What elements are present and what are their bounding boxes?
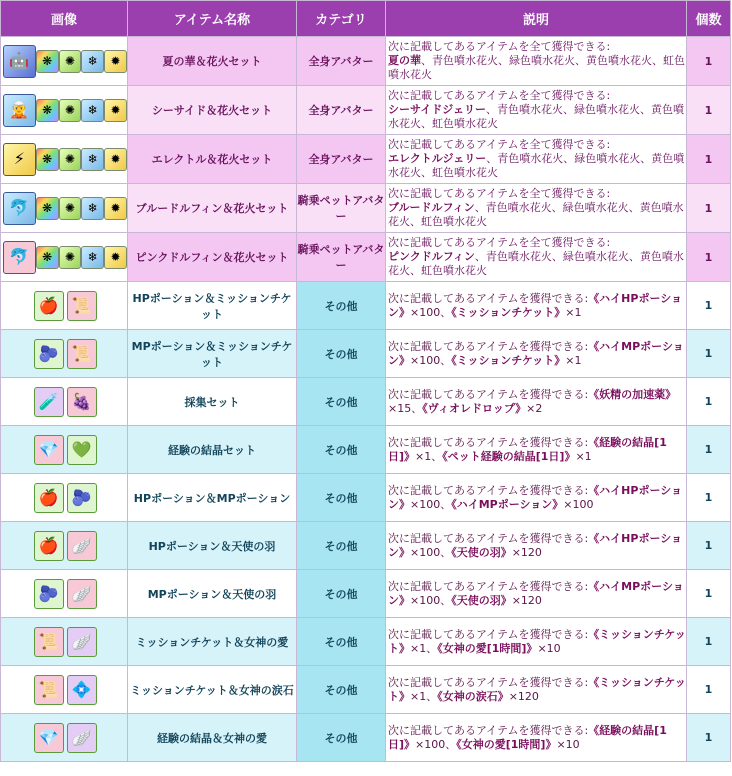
mp-potion-icon: 🫐 xyxy=(67,483,97,513)
blue-fountain-icon: ❄ xyxy=(81,50,104,73)
description-rest: 、青色噴水花火、緑色噴水花火、黄色噴水花火、虹色噴水花火 xyxy=(388,103,685,130)
description-lead: 次に記載してあるアイテムを全て獲得できる: xyxy=(388,187,611,200)
item-description xyxy=(386,184,687,233)
item-image-cell xyxy=(1,378,128,426)
item-category: その他 xyxy=(297,330,386,378)
table-row xyxy=(1,714,731,762)
included-item-name: 《ヴィオレドロップ》 xyxy=(422,401,527,415)
goddess-tear-stone-icon: 💠 xyxy=(67,675,97,705)
item-icon-group xyxy=(1,531,127,561)
item-name: 経験の結晶＆女神の愛 xyxy=(128,714,297,762)
green-fountain-icon: ✺ xyxy=(59,50,82,73)
item-image-cell xyxy=(1,135,128,184)
pink-dolphin-mount-icon: 🐬 xyxy=(3,241,36,274)
mission-ticket-icon: 📜 xyxy=(67,339,97,369)
included-item-quantity: ×100 xyxy=(563,497,594,511)
item-image-cell xyxy=(1,618,128,666)
item-category: 騎乗ペットアバター xyxy=(297,233,386,282)
table-row xyxy=(1,666,731,714)
table-body xyxy=(1,37,731,762)
included-item-quantity: ×100、 xyxy=(410,497,452,511)
item-image-cell xyxy=(1,714,128,762)
description-lead: 次に記載してあるアイテムを獲得できる: xyxy=(388,579,589,593)
included-item-name: 《経験の結晶[1日]》 xyxy=(388,723,667,751)
hp-potion-icon: 🍎 xyxy=(34,531,64,561)
item-category: 全身アバター xyxy=(297,86,386,135)
included-item-name: 《ハイMPポーション》 xyxy=(388,339,684,367)
table-row xyxy=(1,330,731,378)
highlighted-item: ブルードルフィン xyxy=(388,201,475,214)
included-item-quantity: ×120 xyxy=(508,689,539,703)
item-name: エレクトル＆花火セット xyxy=(128,135,297,184)
item-image-cell xyxy=(1,184,128,233)
experience-crystal-icon: 💎 xyxy=(34,723,64,753)
goddess-love-icon: 🪽 xyxy=(67,627,97,657)
included-item-quantity: ×2 xyxy=(526,401,543,415)
included-item-quantity: ×100、 xyxy=(410,305,452,319)
item-icon-group xyxy=(1,483,127,513)
seaside-jelly-avatar-icon: 🧝 xyxy=(3,94,36,127)
item-name: HPポーション＆天使の羽 xyxy=(128,522,297,570)
angel-wing-icon: 🪽 xyxy=(67,531,97,561)
included-item-name: 《妖精の加速薬》 xyxy=(588,387,677,401)
item-description xyxy=(386,474,687,522)
included-item-name: 《ミッションチケット》 xyxy=(388,627,686,655)
description-lead: 次に記載してあるアイテムを獲得できる: xyxy=(388,387,589,401)
item-icon-group xyxy=(1,192,127,225)
rainbow-fountain-icon: ❋ xyxy=(36,148,59,171)
item-name: 経験の結晶セット xyxy=(128,426,297,474)
item-icon-group xyxy=(1,143,127,176)
item-description xyxy=(386,282,687,330)
included-item-quantity: ×1、 xyxy=(410,641,438,655)
table-row xyxy=(1,282,731,330)
item-description xyxy=(386,233,687,282)
yellow-fountain-icon: ✹ xyxy=(104,246,127,269)
included-item-quantity: ×100、 xyxy=(410,593,452,607)
pet-experience-crystal-icon: 💚 xyxy=(67,435,97,465)
rainbow-fountain-icon: ❋ xyxy=(36,197,59,220)
item-description xyxy=(386,522,687,570)
included-item-quantity: ×1、 xyxy=(415,449,443,463)
table-row xyxy=(1,618,731,666)
item-icon-group xyxy=(1,579,127,609)
blue-fountain-icon: ❄ xyxy=(81,148,104,171)
included-item-name: 《経験の結晶[1日]》 xyxy=(388,435,667,463)
table-row xyxy=(1,184,731,233)
green-fountain-icon: ✺ xyxy=(59,148,82,171)
item-quantity: 1 xyxy=(687,378,731,426)
experience-crystal-icon: 💎 xyxy=(34,435,64,465)
item-category: その他 xyxy=(297,282,386,330)
description-lead: 次に記載してあるアイテムを全て獲得できる: xyxy=(388,89,611,102)
item-category: その他 xyxy=(297,666,386,714)
item-quantity: 1 xyxy=(687,233,731,282)
table-row xyxy=(1,522,731,570)
description-lead: 次に記載してあるアイテムを全て獲得できる: xyxy=(388,138,611,151)
item-icon-group xyxy=(1,45,127,78)
highlighted-item: シーサイドジェリー xyxy=(388,103,487,116)
item-icon-group xyxy=(1,94,127,127)
blue-fountain-icon: ❄ xyxy=(81,197,104,220)
item-icon-group xyxy=(1,241,127,274)
table-header-row xyxy=(1,1,731,37)
item-category: 全身アバター xyxy=(297,37,386,86)
item-name: ピンクドルフィン＆花火セット xyxy=(128,233,297,282)
included-item-quantity: ×1、 xyxy=(410,689,438,703)
included-item-name: 《女神の愛[1時間]》 xyxy=(437,641,538,655)
item-category: その他 xyxy=(297,570,386,618)
item-quantity: 1 xyxy=(687,184,731,233)
table-row xyxy=(1,135,731,184)
included-item-quantity: ×1 xyxy=(575,449,592,463)
item-description xyxy=(386,618,687,666)
item-category: その他 xyxy=(297,618,386,666)
blue-fountain-icon: ❄ xyxy=(81,246,104,269)
item-image-cell xyxy=(1,474,128,522)
electro-jelly-avatar-icon: ⚡ xyxy=(3,143,36,176)
included-item-quantity: ×100、 xyxy=(410,353,452,367)
description-lead: 次に記載してあるアイテムを獲得できる: xyxy=(388,723,589,737)
included-item-quantity: ×100、 xyxy=(410,545,452,559)
item-image-cell xyxy=(1,282,128,330)
item-image-cell xyxy=(1,522,128,570)
included-item-name: 《ミッションチケット》 xyxy=(451,353,566,367)
item-name: HPポーション＆ミッションチケット xyxy=(128,282,297,330)
item-quantity: 1 xyxy=(687,714,731,762)
item-image-cell xyxy=(1,330,128,378)
blue-dolphin-mount-icon: 🐬 xyxy=(3,192,36,225)
item-image-cell xyxy=(1,37,128,86)
included-item-name: 《ハイHPポーション》 xyxy=(388,531,682,559)
item-quantity: 1 xyxy=(687,474,731,522)
rainbow-fountain-icon: ❋ xyxy=(36,50,59,73)
item-name: 夏の華＆花火セット xyxy=(128,37,297,86)
item-image-cell xyxy=(1,86,128,135)
included-item-quantity: ×1 xyxy=(565,305,582,319)
included-item-quantity: ×1 xyxy=(565,353,582,367)
item-description xyxy=(386,86,687,135)
description-lead: 次に記載してあるアイテムを獲得できる: xyxy=(388,339,589,353)
description-lead: 次に記載してあるアイテムを獲得できる: xyxy=(388,483,589,497)
highlighted-item: エレクトルジェリー xyxy=(388,152,487,165)
description-lead: 次に記載してあるアイテムを獲得できる: xyxy=(388,531,589,545)
item-description xyxy=(386,330,687,378)
item-quantity: 1 xyxy=(687,618,731,666)
description-lead: 次に記載してあるアイテムを獲得できる: xyxy=(388,675,589,689)
item-quantity: 1 xyxy=(687,37,731,86)
included-item-name: 《ミッションチケット》 xyxy=(451,305,566,319)
yellow-fountain-icon: ✹ xyxy=(104,197,127,220)
item-quantity: 1 xyxy=(687,666,731,714)
item-icon-group xyxy=(1,291,127,321)
item-category: その他 xyxy=(297,714,386,762)
included-item-quantity: ×120 xyxy=(511,593,542,607)
goddess-love-icon: 🪽 xyxy=(67,723,97,753)
item-quantity: 1 xyxy=(687,282,731,330)
item-category: その他 xyxy=(297,474,386,522)
description-rest: 、青色噴水花火、緑色噴水花火、黄色噴水花火、虹色噴水花火 xyxy=(388,250,684,277)
description-lead: 次に記載してあるアイテムを獲得できる: xyxy=(388,627,589,641)
item-name: MPポーション＆天使の羽 xyxy=(128,570,297,618)
hp-potion-icon: 🍎 xyxy=(34,483,64,513)
included-item-quantity: ×10 xyxy=(537,641,561,655)
green-fountain-icon: ✺ xyxy=(59,197,82,220)
item-quantity: 1 xyxy=(687,135,731,184)
mission-ticket-icon: 📜 xyxy=(34,627,64,657)
item-name: ブルードルフィン＆花火セット xyxy=(128,184,297,233)
item-image-cell xyxy=(1,666,128,714)
table-row xyxy=(1,86,731,135)
item-category: その他 xyxy=(297,378,386,426)
table-row xyxy=(1,233,731,282)
item-description xyxy=(386,37,687,86)
included-item-quantity: ×15、 xyxy=(388,401,423,415)
header-item-name: アイテム名称 xyxy=(128,1,297,37)
header-description: 説明 xyxy=(386,1,687,37)
included-item-name: 《ペット経験の結晶[1日]》 xyxy=(442,449,576,463)
item-icon-group xyxy=(1,387,127,417)
blue-fountain-icon: ❄ xyxy=(81,99,104,122)
item-quantity: 1 xyxy=(687,522,731,570)
violet-drop-icon: 🍇 xyxy=(67,387,97,417)
summer-flower-avatar-icon: 🤖 xyxy=(3,45,36,78)
item-quantity: 1 xyxy=(687,86,731,135)
included-item-name: 《ミッションチケット》 xyxy=(388,675,686,703)
highlighted-item: 夏の華 xyxy=(388,54,421,67)
item-name: HPポーション＆MPポーション xyxy=(128,474,297,522)
description-rest: 、青色噴水花火、緑色噴水花火、黄色噴水花火、虹色噴水花火 xyxy=(388,152,685,179)
item-description xyxy=(386,135,687,184)
description-lead: 次に記載してあるアイテムを全て獲得できる: xyxy=(388,40,611,53)
item-description xyxy=(386,666,687,714)
header-quantity: 個数 xyxy=(687,1,731,37)
table-row xyxy=(1,474,731,522)
item-image-cell xyxy=(1,570,128,618)
item-category: 騎乗ペットアバター xyxy=(297,184,386,233)
item-icon-group xyxy=(1,339,127,369)
item-icon-group xyxy=(1,675,127,705)
included-item-name: 《女神の愛[1時間]》 xyxy=(456,737,557,751)
included-item-name: 《ハイHPポーション》 xyxy=(388,483,682,511)
green-fountain-icon: ✺ xyxy=(59,99,82,122)
item-quantity: 1 xyxy=(687,570,731,618)
item-description xyxy=(386,714,687,762)
item-category: 全身アバター xyxy=(297,135,386,184)
table-row xyxy=(1,37,731,86)
item-description xyxy=(386,378,687,426)
mission-ticket-icon: 📜 xyxy=(34,675,64,705)
description-lead: 次に記載してあるアイテムを獲得できる: xyxy=(388,435,589,449)
included-item-name: 《ハイMPポーション》 xyxy=(451,497,564,511)
item-description xyxy=(386,426,687,474)
description-rest: 、青色噴水花火、緑色噴水花火、黄色噴水花火、虹色噴水花火 xyxy=(388,201,684,228)
description-lead: 次に記載してあるアイテムを全て獲得できる: xyxy=(388,236,611,249)
included-item-quantity: ×10 xyxy=(556,737,580,751)
included-item-name: 《天使の羽》 xyxy=(451,545,512,559)
hp-potion-icon: 🍎 xyxy=(34,291,64,321)
mp-potion-icon: 🫐 xyxy=(34,579,64,609)
item-icon-group xyxy=(1,627,127,657)
rainbow-fountain-icon: ❋ xyxy=(36,246,59,269)
item-category: その他 xyxy=(297,522,386,570)
item-description xyxy=(386,570,687,618)
table-row xyxy=(1,378,731,426)
item-icon-group xyxy=(1,723,127,753)
item-quantity: 1 xyxy=(687,426,731,474)
table-row xyxy=(1,426,731,474)
fairy-accelerator-icon: 🧪 xyxy=(34,387,64,417)
yellow-fountain-icon: ✹ xyxy=(104,99,127,122)
included-item-name: 《天使の羽》 xyxy=(451,593,512,607)
header-image: 画像 xyxy=(1,1,128,37)
item-image-cell xyxy=(1,426,128,474)
item-name: ミッションチケット＆女神の愛 xyxy=(128,618,297,666)
header-category: カテゴリ xyxy=(297,1,386,37)
item-name: ミッションチケット＆女神の涙石 xyxy=(128,666,297,714)
mission-ticket-icon: 📜 xyxy=(67,291,97,321)
item-icon-group xyxy=(1,435,127,465)
item-image-cell xyxy=(1,233,128,282)
item-category: その他 xyxy=(297,426,386,474)
highlighted-item: ピンクドルフィン xyxy=(388,250,475,263)
green-fountain-icon: ✺ xyxy=(59,246,82,269)
yellow-fountain-icon: ✹ xyxy=(104,148,127,171)
description-rest: 、青色噴水花火、緑色噴水花火、黄色噴水花火、虹色噴水花火 xyxy=(388,54,685,81)
included-item-name: 《ハイHPポーション》 xyxy=(388,291,682,319)
mp-potion-icon: 🫐 xyxy=(34,339,64,369)
yellow-fountain-icon: ✹ xyxy=(104,50,127,73)
rainbow-fountain-icon: ❋ xyxy=(36,99,59,122)
included-item-name: 《女神の涙石》 xyxy=(437,689,509,703)
item-quantity: 1 xyxy=(687,330,731,378)
item-name: シーサイド＆花火セット xyxy=(128,86,297,135)
table-row xyxy=(1,570,731,618)
included-item-quantity: ×120 xyxy=(511,545,542,559)
item-name: MPポーション＆ミッションチケット xyxy=(128,330,297,378)
included-item-quantity: ×100、 xyxy=(415,737,457,751)
description-lead: 次に記載してあるアイテムを獲得できる: xyxy=(388,291,589,305)
included-item-name: 《ハイMPポーション》 xyxy=(388,579,684,607)
item-name: 採集セット xyxy=(128,378,297,426)
angel-wing-icon: 🪽 xyxy=(67,579,97,609)
